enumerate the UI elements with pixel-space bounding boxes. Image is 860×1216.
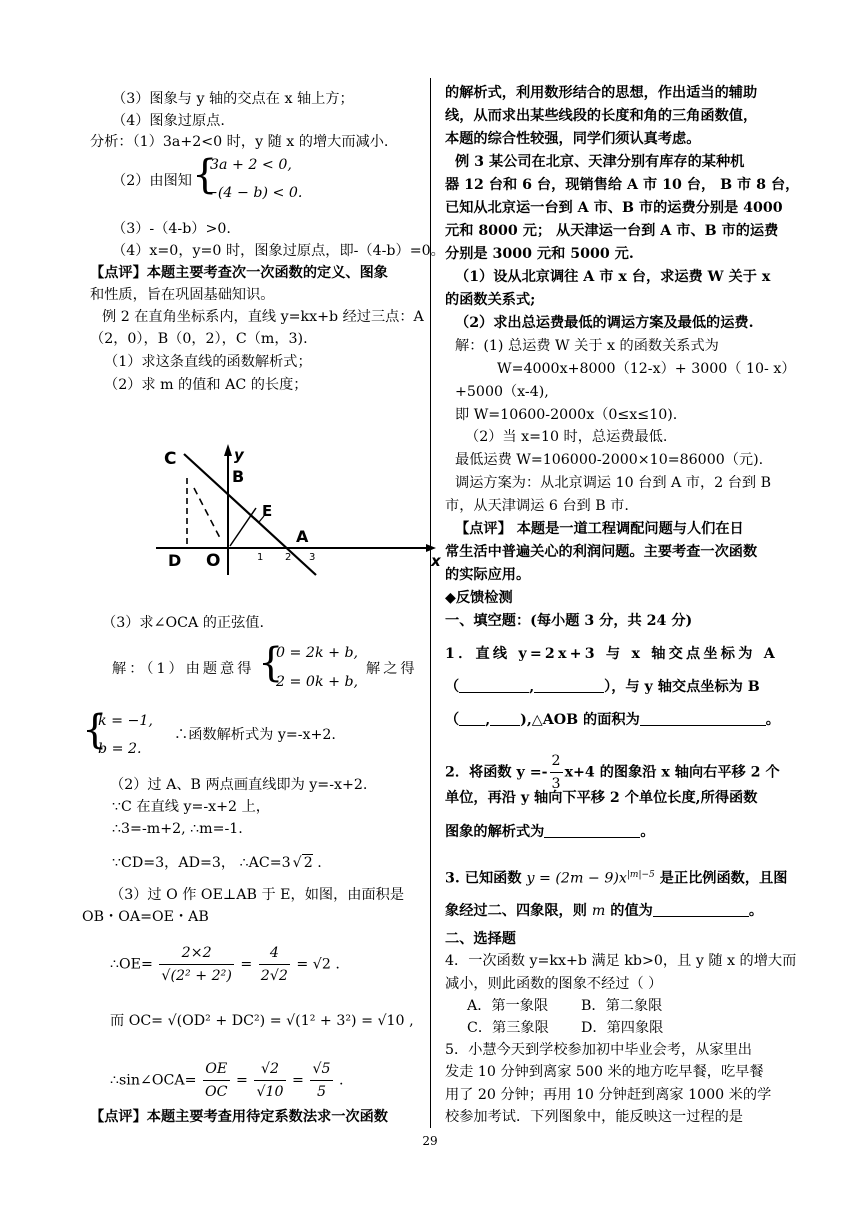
- text-line: 发走 10 分钟到离家 500 米的地方吃早餐，吃早餐: [445, 1064, 764, 1080]
- text-line: （1）求这条直线的函数解析式；: [104, 354, 312, 370]
- point-label-D: D: [168, 551, 182, 570]
- question-2-answer: [445, 823, 655, 841]
- fraction-numerator: √5: [310, 1058, 332, 1081]
- fraction-numerator: 4: [259, 942, 290, 965]
- column-divider: [430, 78, 431, 1128]
- formula-sin: ∴sin∠OCA= $\frac{OE}{OC}$ = $\frac{√2}{√10}$ = $\frac{√5}{5}$ .: [110, 1058, 344, 1103]
- formula-oc: 而 OC= √(OD² + DC²) = √(1² + 3²) = √10 ,: [110, 1013, 414, 1029]
- text-line: 分别是 3000 元和 5000 元.: [445, 246, 634, 262]
- fraction-numerator: 2: [550, 750, 563, 773]
- equation: 2 = 0k + b,: [276, 674, 359, 690]
- text-line: （4）图象过原点.: [112, 113, 225, 129]
- text-line: +5000（x-4),: [455, 384, 549, 400]
- question-4: 4．一次函数 y=kx+b 满足 kb>0，且 y 随 x 的增大而: [445, 953, 797, 969]
- section-heading: 一、填空题：(每小题 3 分，共 24 分): [445, 613, 693, 629]
- question-3: [445, 866, 787, 888]
- text-line: ∵CD=3，AD=3， ∴AC=3 √ 2 .: [112, 855, 322, 871]
- point-label-C: C: [164, 449, 177, 469]
- text-span: 图象的解析式为: [445, 824, 545, 840]
- fraction-denominator: 3: [551, 776, 561, 792]
- fraction-denominator: √10: [256, 1084, 284, 1100]
- text-line: 的解析式，利用数形结合的思想，作出适当的辅助: [445, 85, 758, 101]
- text-line: （1）设从北京调往 A 市 x 台，求运费 W 关于 x: [455, 269, 771, 285]
- text-line: 即 W=10600-2000x（0≤x≤10).: [455, 407, 678, 423]
- text-span: 。: [765, 712, 780, 728]
- text-span: ），与 y 轴交点坐标为 B: [604, 679, 760, 695]
- equation: k = −1,: [98, 713, 153, 729]
- text-line: 器 12 台和 6 台，现销售给 A 市 10 台， B 市 8 台，: [445, 177, 800, 193]
- question-1-blanks-b: [445, 711, 780, 729]
- text-line: （4）x=0，y=0 时，图象过原点，即-（4-b）=0。: [112, 243, 445, 259]
- option-d: D．第四象限: [581, 1020, 664, 1036]
- text-line: 最低运费 W=106000-2000×10=86000（元).: [455, 452, 764, 468]
- text-line: 和性质，旨在巩固基础知识。: [90, 287, 275, 303]
- text-span: 。: [640, 824, 655, 840]
- point-label-A: A: [296, 527, 309, 546]
- equation: b = 2.: [98, 741, 142, 757]
- fraction-numerator: √2: [254, 1058, 285, 1081]
- text-line: 的实际应用。: [445, 567, 531, 583]
- text-span: ,: [485, 712, 491, 728]
- text-line: 解之得: [366, 661, 418, 677]
- text-line: ∵C 在直线 y=-x+2 上，: [112, 799, 270, 815]
- text-line: （2，0），B（0，2），C（m，3).: [90, 331, 308, 347]
- text-line: 本题的综合性较强，同学们须认真考虑。: [445, 131, 701, 147]
- text-line: （2）求出总运费最低的调运方案及最低的运费.: [455, 315, 754, 331]
- text-line: （3）求∠OCA 的正弦值.: [102, 615, 264, 631]
- text-span: ),△AOB 的面积为: [520, 712, 640, 728]
- equation: 0 = 2k + b,: [276, 645, 359, 661]
- point-label-E: E: [262, 502, 273, 520]
- text-line: （2）求 m 的值和 AC 的长度；: [104, 377, 308, 393]
- text-line: 调运方案为：从北京调运 10 台到 A 市，2 台到 B: [455, 475, 771, 491]
- text-span: 是正比例函数，且图: [659, 870, 788, 887]
- option-b: B．第二象限: [581, 998, 663, 1014]
- text-span: （: [445, 712, 460, 728]
- brace: {: [82, 707, 108, 753]
- section-heading: ◆反馈检测: [445, 590, 513, 606]
- text-line: （2）当 x=10 时，总运费最低.: [465, 429, 668, 445]
- text-line: 线，从而求出某些线段的长度和角的三角函数值，: [445, 108, 758, 124]
- question-5: 5．小慧今天到学校参加初中毕业会考，从家里出: [445, 1042, 752, 1058]
- fraction-denominator: OC: [205, 1084, 228, 1100]
- sqrt-value: 2: [303, 855, 313, 871]
- text-span: 2．将函数 y =-: [445, 764, 548, 781]
- page-number: 29: [422, 1134, 438, 1148]
- text-line: 例 3 某公司在北京、天津分别有库存的某种机: [455, 154, 745, 170]
- text-line: （3）过 O 作 OE⊥AB 于 E，如图，由面积是: [110, 887, 405, 903]
- coordinate-figure: [146, 430, 446, 580]
- text-line: 解：(1) 总运费 W 关于 x 的函数关系式为: [455, 338, 719, 354]
- text-span: ∵CD=3，AD=3， ∴AC=3: [112, 855, 291, 871]
- formula-oe: ∴OE= $\frac{2\times 2}{\text{√(2² + 2²)}}$ = $\frac{4}{2√2}$ = √2 .: [110, 942, 340, 987]
- text-line: 分析：（1）3a+2<0 时，y 随 x 的增大而减小.: [90, 134, 389, 150]
- text-line: 【点评】本题主要考查次一次函数的定义、图象: [90, 265, 388, 281]
- point-label-O: O: [206, 551, 221, 571]
- exponent: |m|−5: [626, 870, 655, 880]
- text-line: （2）由图知: [112, 173, 192, 189]
- text-line: （3）图象与 y 轴的交点在 x 轴上方；: [112, 91, 354, 107]
- text-line: 例 2 在直角坐标系内，直线 y=kx+b 经过三点：A: [102, 309, 424, 325]
- text-span: = √2 .: [296, 956, 340, 973]
- fraction-denominator: 5: [316, 1084, 326, 1100]
- text-span: ,: [529, 679, 535, 695]
- fraction-numerator: OE: [203, 1058, 230, 1081]
- text-line: 【点评】本题主要考查用待定系数法求一次函数: [90, 1109, 388, 1125]
- text-line: 解：（1）由题意得: [112, 661, 255, 677]
- equation: 3a + 2 < 0,: [210, 157, 292, 173]
- text-line: 减小，则此函数的图象不经过（ ）: [445, 976, 663, 992]
- tick-label: 1: [257, 552, 264, 563]
- text-line: （2）过 A、B 两点画直线即为 y=-x+2.: [110, 777, 368, 793]
- text-span: ∴sin∠OCA=: [110, 1072, 197, 1089]
- text-line: 元和 8000 元； 从天津运一台到 A 市、B 市的运费: [445, 223, 779, 239]
- question-1-blanks-a: [445, 678, 760, 696]
- text-line: 单位，再沿 y 轴向下平移 2 个单位长度,所得函数: [445, 790, 758, 806]
- fraction-denominator: 2√2: [260, 968, 288, 984]
- question-1: 1．直线 y=2x+3 与 x 轴交点坐标为 A: [445, 646, 778, 662]
- text-line: 用了 20 分钟；再用 10 分钟赶到离家 1000 米的学: [445, 1087, 772, 1103]
- option-a: A．第一象限: [467, 998, 549, 1014]
- fraction-denominator: √(2² + 2²): [161, 968, 232, 984]
- fraction-numerator: 2×2: [159, 942, 233, 965]
- brace: {: [192, 152, 218, 198]
- text-span: x+4 的图象沿 x 轴向右平移 2 个: [564, 764, 780, 781]
- question-3-answer: [445, 902, 763, 920]
- point-label-B: B: [232, 467, 245, 486]
- text-span: 3. 已知函数: [445, 870, 522, 887]
- brace: {: [258, 640, 284, 686]
- text-line: 校参加考试．下列图象中，能反映这一过程的是: [445, 1109, 743, 1125]
- text-line: W=4000x+8000（12-x）+ 3000（ 10- x）: [497, 361, 796, 377]
- text-line: ∴3=-m+2, ∴m=-1.: [112, 821, 243, 837]
- option-c: C．第三象限: [467, 1020, 549, 1036]
- text-line: OB・OA=OE・AB: [82, 909, 209, 925]
- text-span: ∴OE=: [110, 956, 153, 973]
- tick-label: 3: [309, 552, 316, 563]
- tick-label: 2: [285, 552, 292, 563]
- section-heading: 二、选择题: [445, 931, 516, 947]
- variable: m: [591, 903, 606, 919]
- text-span: 的值为: [610, 903, 653, 919]
- axis-label-y: y: [234, 446, 244, 464]
- text-line: 【点评】 本题是一道工程调配问题与人们在日: [455, 521, 744, 537]
- text-line: 已知从北京运一台到 A 市、B 市的运费分别是 4000: [445, 200, 783, 216]
- equation: −(4 − b) < 0.: [206, 185, 303, 201]
- text-line: 的函数关系式;: [445, 292, 536, 308]
- text-span: 象经过二、四象限，则: [445, 903, 587, 919]
- text-line: 市，从天津调运 6 台到 B 市.: [445, 498, 629, 514]
- text-line: 常生活中普遍关心的利润问题。主要考查一次函数: [445, 544, 758, 560]
- text-line: （3）-（4-b）>0.: [112, 221, 231, 237]
- text-span: （: [445, 679, 460, 695]
- function-expression: y = (2m − 9)x: [526, 870, 627, 887]
- text-span: 。: [748, 903, 764, 919]
- text-line: ∴函数解析式为 y=-x+2.: [174, 727, 336, 743]
- axis-label-x: x: [431, 552, 441, 570]
